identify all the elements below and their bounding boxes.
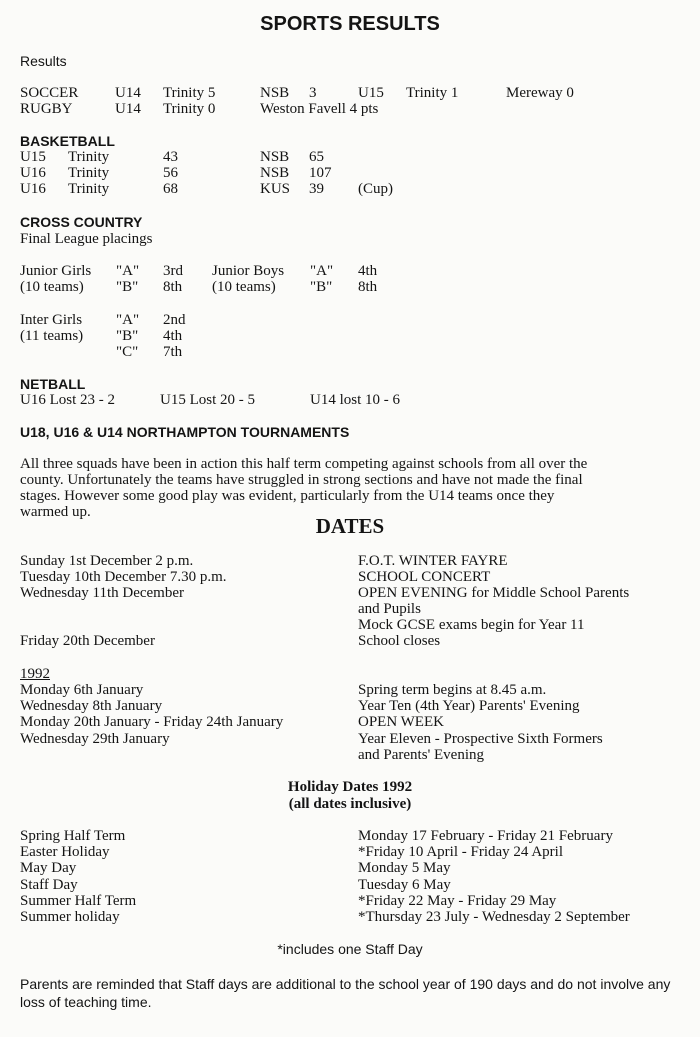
placing: 4th: [358, 263, 378, 279]
score: 56: [163, 165, 178, 181]
age-group: U14: [115, 101, 141, 117]
date-text: Friday 20th December: [20, 633, 155, 649]
holiday-name: Staff Day: [20, 877, 78, 893]
date-row: [0, 601, 700, 617]
year-label: 1992: [20, 666, 50, 682]
team: Trinity: [68, 149, 110, 165]
team-letter: "A": [310, 263, 334, 279]
event-text: Year Ten (4th Year) Parents' Evening: [358, 698, 580, 714]
paragraph-line: county. Unfortunately the teams have struggled in strong sections and have not made the final: [20, 472, 583, 488]
date-row: [0, 731, 700, 747]
event-text: OPEN WEEK: [358, 714, 444, 730]
holiday-title: Holiday Dates 1992: [287, 779, 413, 795]
holiday-dates-heading: [0, 779, 700, 813]
date-row: [0, 714, 700, 730]
team-count: (10 teams): [212, 279, 276, 295]
opponent: NSB: [260, 85, 290, 101]
netball-result: U14 lost 10 - 6: [310, 392, 400, 408]
paragraph-line: All three squads have been in action this half term competing against schools from all over the: [20, 456, 588, 472]
team-score: Trinity 5: [163, 85, 216, 101]
date-text: Wednesday 8th January: [20, 698, 163, 714]
date-row: [0, 633, 700, 649]
date-text: Monday 20th January - Friday 24th January: [20, 714, 284, 730]
team-score: Trinity 0: [163, 101, 216, 117]
event-text: and Parents' Evening: [358, 747, 485, 763]
team: Trinity: [68, 181, 110, 197]
basketball-heading: BASKETBALL: [20, 133, 115, 149]
placing: 3rd: [163, 263, 183, 279]
score: 43: [163, 149, 178, 165]
placing: 2nd: [163, 312, 186, 328]
sport-label: RUGBY: [20, 101, 73, 117]
opponent-score: Mereway 0: [506, 85, 574, 101]
results-heading: Results: [20, 53, 67, 69]
event-text: School closes: [358, 633, 441, 649]
age-group: U14: [115, 85, 141, 101]
page-title: SPORTS RESULTS: [260, 13, 440, 35]
placings-row: [0, 344, 700, 360]
paragraph-line: warmed up.: [20, 504, 91, 520]
placing: 4th: [163, 328, 183, 344]
category-label: Inter Girls: [20, 312, 83, 328]
opponent-score: 107: [309, 165, 332, 181]
team-count: (10 teams): [20, 279, 84, 295]
netball-result: U15 Lost 20 - 5: [160, 392, 255, 408]
team-letter: "A": [116, 263, 140, 279]
netball-result: U16 Lost 23 - 2: [20, 392, 115, 408]
placing: 8th: [358, 279, 378, 295]
staff-day-footnote: *includes one Staff Day: [277, 941, 423, 957]
age-group: U15: [358, 85, 384, 101]
age-group: U15: [20, 149, 46, 165]
date-row: [0, 617, 700, 633]
rugby-row: [0, 101, 700, 117]
date-text: Monday 6th January: [20, 682, 144, 698]
date-row: [0, 698, 700, 714]
opponent-score: 39: [309, 181, 324, 197]
holiday-range: *Friday 10 April - Friday 24 April: [358, 844, 563, 860]
paragraph-line: stages. However some good play was evident, particularly from the U14 teams once they: [20, 488, 555, 504]
placings-row: [0, 263, 700, 279]
holiday-row: [0, 877, 700, 893]
team-letter: "A": [116, 312, 140, 328]
placing: 8th: [163, 279, 183, 295]
cross-country-heading: CROSS COUNTRY: [20, 214, 143, 230]
holiday-subtitle: (all dates inclusive): [288, 796, 412, 812]
holiday-row: [0, 844, 700, 860]
holiday-range: *Thursday 23 July - Wednesday 2 September: [358, 909, 630, 925]
team-letter: "C": [116, 344, 139, 360]
holiday-name: Spring Half Term: [20, 828, 126, 844]
date-row: [0, 553, 700, 569]
netball-row: [0, 392, 700, 408]
event-text: OPEN EVENING for Middle School Parents: [358, 585, 630, 601]
holiday-name: May Day: [20, 860, 77, 876]
opponent: NSB: [260, 149, 290, 165]
staff-days-reminder: Parents are reminded that Staff days are additional to the school year of 190 days and do not involve any loss of teaching time.: [20, 976, 671, 1010]
placing: 7th: [163, 344, 183, 360]
team: Trinity: [68, 165, 110, 181]
age-group: U16: [20, 165, 46, 181]
tournaments-heading: U18, U16 & U14 NORTHAMPTON TOURNAMENTS: [20, 424, 350, 440]
dates-heading: DATES: [315, 514, 385, 538]
holiday-range: *Friday 22 May - Friday 29 May: [358, 893, 557, 909]
event-text: Year Eleven - Prospective Sixth Formers: [358, 731, 603, 747]
holiday-range: Monday 17 February - Friday 21 February: [358, 828, 613, 844]
event-text: SCHOOL CONCERT: [358, 569, 491, 585]
team-letter: "B": [116, 328, 139, 344]
holiday-name: Easter Holiday: [20, 844, 110, 860]
holiday-row: [0, 860, 700, 876]
basketball-row: [0, 149, 700, 165]
basketball-row: [0, 181, 700, 197]
opponent-score: 3: [309, 85, 317, 101]
date-text: Wednesday 11th December: [20, 585, 185, 601]
category-label: Junior Girls: [20, 263, 92, 279]
team-letter: "B": [116, 279, 139, 295]
placings-row: [0, 279, 700, 295]
holiday-range: Tuesday 6 May: [358, 877, 451, 893]
tournaments-paragraph: [20, 456, 660, 520]
event-text: Mock GCSE exams begin for Year 11: [358, 617, 585, 633]
category-label: Junior Boys: [212, 263, 285, 279]
date-text: Tuesday 10th December 7.30 p.m.: [20, 569, 227, 585]
holiday-row: [0, 909, 700, 925]
soccer-row: [0, 85, 700, 101]
holiday-range: Monday 5 May: [358, 860, 451, 876]
holiday-row: [0, 893, 700, 909]
opponent: KUS: [260, 181, 291, 197]
holiday-name: Summer Half Term: [20, 893, 137, 909]
opponent-score: 65: [309, 149, 324, 165]
holiday-row: [0, 828, 700, 844]
date-row: [0, 682, 700, 698]
holiday-name: Summer holiday: [20, 909, 120, 925]
placings-row: [0, 328, 700, 344]
opponent: NSB: [260, 165, 290, 181]
team-score: Trinity 1: [406, 85, 459, 101]
match-note: (Cup): [358, 181, 393, 197]
event-text: and Pupils: [358, 601, 421, 617]
netball-heading: NETBALL: [20, 376, 86, 392]
date-row: [0, 569, 700, 585]
basketball-row: [0, 165, 700, 181]
date-text: Wednesday 29th January: [20, 731, 170, 747]
date-row: [0, 585, 700, 601]
age-group: U16: [20, 181, 46, 197]
cross-country-subheading: Final League placings: [20, 231, 153, 247]
event-text: F.O.T. WINTER FAYRE: [358, 553, 508, 569]
team-letter: "B": [310, 279, 333, 295]
opponent-score: Weston Favell 4 pts: [260, 101, 379, 117]
date-text: Sunday 1st December 2 p.m.: [20, 553, 194, 569]
score: 68: [163, 181, 178, 197]
team-count: (11 teams): [20, 328, 84, 344]
date-row: [0, 747, 700, 763]
event-text: Spring term begins at 8.45 a.m.: [358, 682, 547, 698]
placings-row: [0, 312, 700, 328]
sport-label: SOCCER: [20, 85, 79, 101]
